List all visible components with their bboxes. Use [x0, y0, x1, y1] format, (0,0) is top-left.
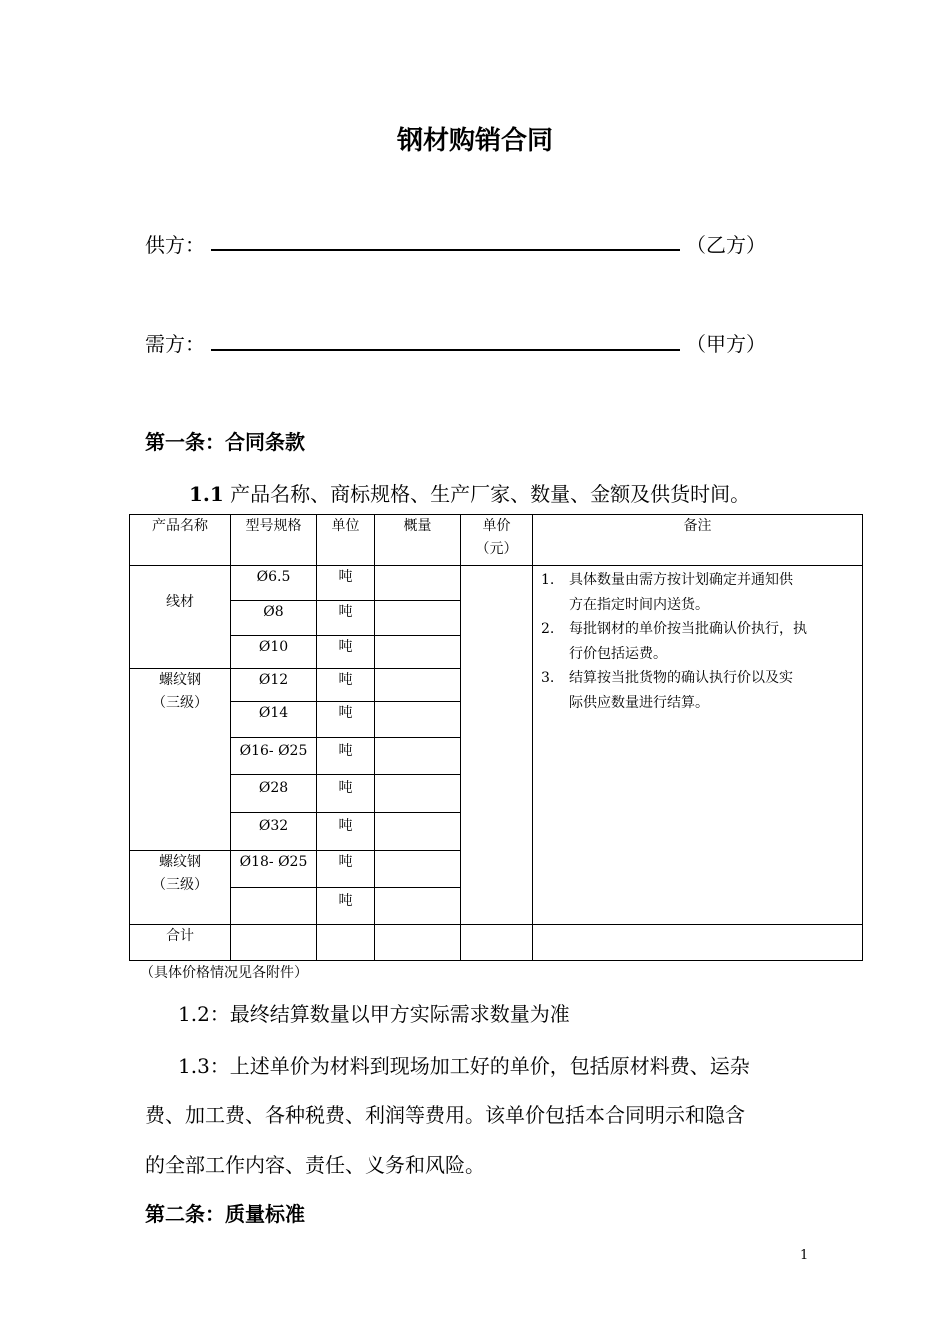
remark-line: 方在指定时间内送货。: [569, 596, 709, 613]
remark-line: 际供应数量进行结算。: [569, 694, 709, 711]
supplier-fill-line[interactable]: [211, 249, 680, 251]
quantity-cell[interactable]: [375, 813, 461, 851]
price-footnote: （具体价格情况见各附件）: [140, 965, 308, 981]
remark-item: [541, 568, 856, 617]
clause-1-1-text: 产品名称、商标规格、生产厂家、数量、金额及供货时间。: [223, 482, 751, 506]
page-number: 1: [800, 1248, 809, 1263]
header-unit-price: [461, 515, 533, 566]
spec-cell: Ø10: [231, 636, 317, 669]
buyer-fill-line[interactable]: [211, 349, 680, 351]
unit-price-cell[interactable]: [461, 566, 533, 925]
product-table: [129, 514, 863, 961]
total-quantity-cell[interactable]: [375, 925, 461, 961]
header-unit-price-label: 单价: [482, 518, 511, 534]
unit-cell: 吨: [317, 888, 375, 925]
contract-title: 钢材购销合同: [396, 126, 553, 156]
clause-1-3-line2: 费、加工费、各种税费、利润等费用。该单价包括本合同明示和隐含: [145, 1103, 745, 1127]
header-spec: 型号规格: [231, 515, 317, 566]
total-unit-cell[interactable]: [317, 925, 375, 961]
group-name: 螺纹钢: [159, 672, 201, 688]
unit-cell: 吨: [317, 738, 375, 775]
table-total-row: [130, 925, 863, 961]
group-rebar-1: [130, 669, 231, 851]
header-unit: 单位: [317, 515, 375, 566]
group-name: 螺纹钢: [159, 854, 201, 870]
unit-cell: 吨: [317, 702, 375, 738]
remark-item: [541, 617, 856, 666]
remarks-cell: [533, 566, 863, 925]
clause-1-1: [189, 478, 750, 507]
total-remarks-cell[interactable]: [533, 925, 863, 961]
total-label: 合计: [130, 925, 231, 961]
spec-cell: [231, 888, 317, 925]
remark-line: 行价包括运费。: [569, 645, 667, 662]
quantity-cell[interactable]: [375, 851, 461, 888]
buyer-label: 需方：: [145, 332, 205, 356]
group-grade: （三级）: [152, 695, 208, 711]
remark-number: 3.: [541, 670, 555, 686]
buyer-role: （甲方）: [686, 332, 766, 356]
quantity-cell[interactable]: [375, 636, 461, 669]
quantity-cell[interactable]: [375, 566, 461, 601]
unit-cell: 吨: [317, 851, 375, 888]
remark-item: [541, 666, 856, 715]
unit-cell: 吨: [317, 669, 375, 702]
unit-cell: 吨: [317, 636, 375, 669]
header-product-name: 产品名称: [130, 515, 231, 566]
quantity-cell[interactable]: [375, 601, 461, 636]
group-rebar-2: [130, 851, 231, 925]
clause-1-2: 1.2：最终结算数量以甲方实际需求数量为准: [178, 1002, 570, 1026]
spec-cell: Ø18- Ø25: [231, 851, 317, 888]
remark-number: 1.: [541, 572, 555, 588]
header-remarks: 备注: [533, 515, 863, 566]
spec-cell: Ø8: [231, 601, 317, 636]
unit-cell: 吨: [317, 566, 375, 601]
clause-1-1-number: 1.1: [189, 482, 224, 506]
spec-cell: Ø32: [231, 813, 317, 851]
remark-line: 每批钢材的单价按当批确认价执行，执: [569, 621, 807, 637]
table-row: [130, 566, 863, 601]
remark-number: 2.: [541, 621, 555, 637]
supplier-role: （乙方）: [686, 233, 766, 257]
group-grade: （三级）: [152, 877, 208, 893]
spec-cell: Ø16- Ø25: [231, 738, 317, 775]
quantity-cell[interactable]: [375, 888, 461, 925]
spec-cell: Ø12: [231, 669, 317, 702]
unit-cell: 吨: [317, 775, 375, 813]
remarks-list: [533, 566, 862, 715]
clause-1-3-line3: 的全部工作内容、责任、义务和风险。: [145, 1153, 485, 1177]
article1-heading: 第一条：合同条款: [145, 430, 305, 454]
unit-cell: 吨: [317, 601, 375, 636]
spec-cell: Ø28: [231, 775, 317, 813]
header-quantity: 概量: [375, 515, 461, 566]
unit-cell: 吨: [317, 813, 375, 851]
group-wire-rod: 线材: [130, 566, 231, 669]
clause-1-3-line1: 1.3：上述单价为材料到现场加工好的单价，包括原材料费、运杂: [178, 1054, 750, 1078]
quantity-cell[interactable]: [375, 702, 461, 738]
remark-line: 具体数量由需方按计划确定并通知供: [569, 572, 793, 588]
quantity-cell[interactable]: [375, 738, 461, 775]
quantity-cell[interactable]: [375, 669, 461, 702]
supplier-label: 供方：: [145, 233, 205, 257]
spec-cell: Ø6.5: [231, 566, 317, 601]
table-header-row: [130, 515, 863, 566]
spec-cell: Ø14: [231, 702, 317, 738]
article2-heading: 第二条：质量标准: [145, 1202, 305, 1226]
total-price-cell[interactable]: [461, 925, 533, 961]
header-unit-price-currency: （元）: [475, 541, 518, 557]
remark-line: 结算按当批货物的确认执行价以及实: [569, 670, 793, 686]
quantity-cell[interactable]: [375, 775, 461, 813]
total-spec-cell[interactable]: [231, 925, 317, 961]
